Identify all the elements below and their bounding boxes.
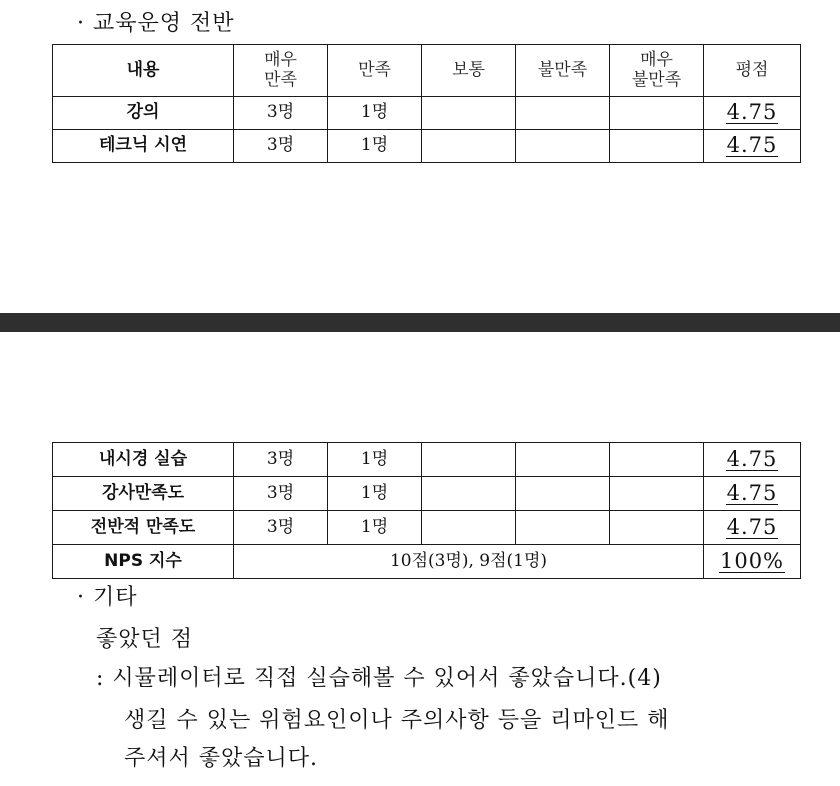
cell-dissatisfied: [516, 443, 610, 477]
cell-very-satisfied: 3명: [234, 97, 328, 130]
header-very-satisfied: 매우 만족: [234, 45, 328, 97]
cell-satisfied: 1명: [328, 130, 422, 163]
cell-dissatisfied: [516, 477, 610, 511]
satisfaction-table-top: [52, 44, 801, 163]
table-row: [53, 97, 801, 130]
cell-satisfied: 1명: [328, 97, 422, 130]
header-neutral: 보통: [422, 45, 516, 97]
etc-line: : 시뮬레이터로 직접 실습해볼 수 있어서 좋았습니다.(4): [96, 666, 662, 691]
nps-score-cell: [704, 545, 801, 579]
cell-score: [704, 511, 801, 545]
cell-very-satisfied: 3명: [234, 130, 328, 163]
etc-subtitle: 좋았던 점: [96, 627, 194, 652]
score-value: 4.75: [726, 480, 778, 505]
cell-score: [704, 130, 801, 163]
header-dissatisfied: 불만족: [516, 45, 610, 97]
etc-line: 생길 수 있는 위험요인이나 주의사항 등을 리마인드 해: [124, 708, 670, 733]
cell-very-dissatisfied: [610, 97, 704, 130]
cell-neutral: [422, 511, 516, 545]
cell-score: [704, 443, 801, 477]
cell-neutral: [422, 97, 516, 130]
row-label: 테크닉 시연: [53, 130, 234, 163]
header-very-dissatisfied: 매우 불만족: [610, 45, 704, 97]
header-satisfied: 만족: [328, 45, 422, 97]
score-value: 4.75: [726, 133, 778, 158]
satisfaction-table-bottom: [52, 442, 801, 579]
cell-satisfied: 1명: [328, 511, 422, 545]
cell-score: [704, 477, 801, 511]
cell-neutral: [422, 477, 516, 511]
cell-very-satisfied: 3명: [234, 443, 328, 477]
nps-score: 100%: [719, 548, 785, 573]
cell-neutral: [422, 443, 516, 477]
etc-line: 주셔서 좋았습니다.: [124, 746, 319, 771]
nps-label: NPS 지수: [53, 545, 234, 579]
cell-dissatisfied: [516, 511, 610, 545]
nps-row: [53, 545, 801, 579]
cell-dissatisfied: [516, 130, 610, 163]
score-value: 4.75: [726, 446, 778, 471]
etc-title: · 기타: [77, 585, 138, 610]
cell-very-satisfied: 3명: [234, 477, 328, 511]
row-label: 전반적 만족도: [53, 511, 234, 545]
cell-satisfied: 1명: [328, 443, 422, 477]
score-value: 4.75: [726, 100, 778, 125]
cell-score: [704, 97, 801, 130]
table-row: [53, 511, 801, 545]
row-label: 내시경 실습: [53, 443, 234, 477]
cell-very-dissatisfied: [610, 477, 704, 511]
cell-satisfied: 1명: [328, 477, 422, 511]
cell-dissatisfied: [516, 97, 610, 130]
table-row: [53, 130, 801, 163]
cell-very-dissatisfied: [610, 511, 704, 545]
page-break-bar: [0, 313, 840, 332]
header-content: 내용: [53, 45, 234, 97]
cell-very-dissatisfied: [610, 130, 704, 163]
cell-very-satisfied: 3명: [234, 511, 328, 545]
score-value: 4.75: [726, 514, 778, 539]
header-score: 평점: [704, 45, 801, 97]
section-title-education: · 교육운영 전반: [77, 11, 235, 36]
row-label: 강의: [53, 97, 234, 130]
table-row: [53, 477, 801, 511]
nps-value: 10점(3명), 9점(1명): [234, 545, 704, 579]
cell-neutral: [422, 130, 516, 163]
table-row: [53, 443, 801, 477]
row-label: 강사만족도: [53, 477, 234, 511]
cell-very-dissatisfied: [610, 443, 704, 477]
table-header-row: [53, 45, 801, 97]
